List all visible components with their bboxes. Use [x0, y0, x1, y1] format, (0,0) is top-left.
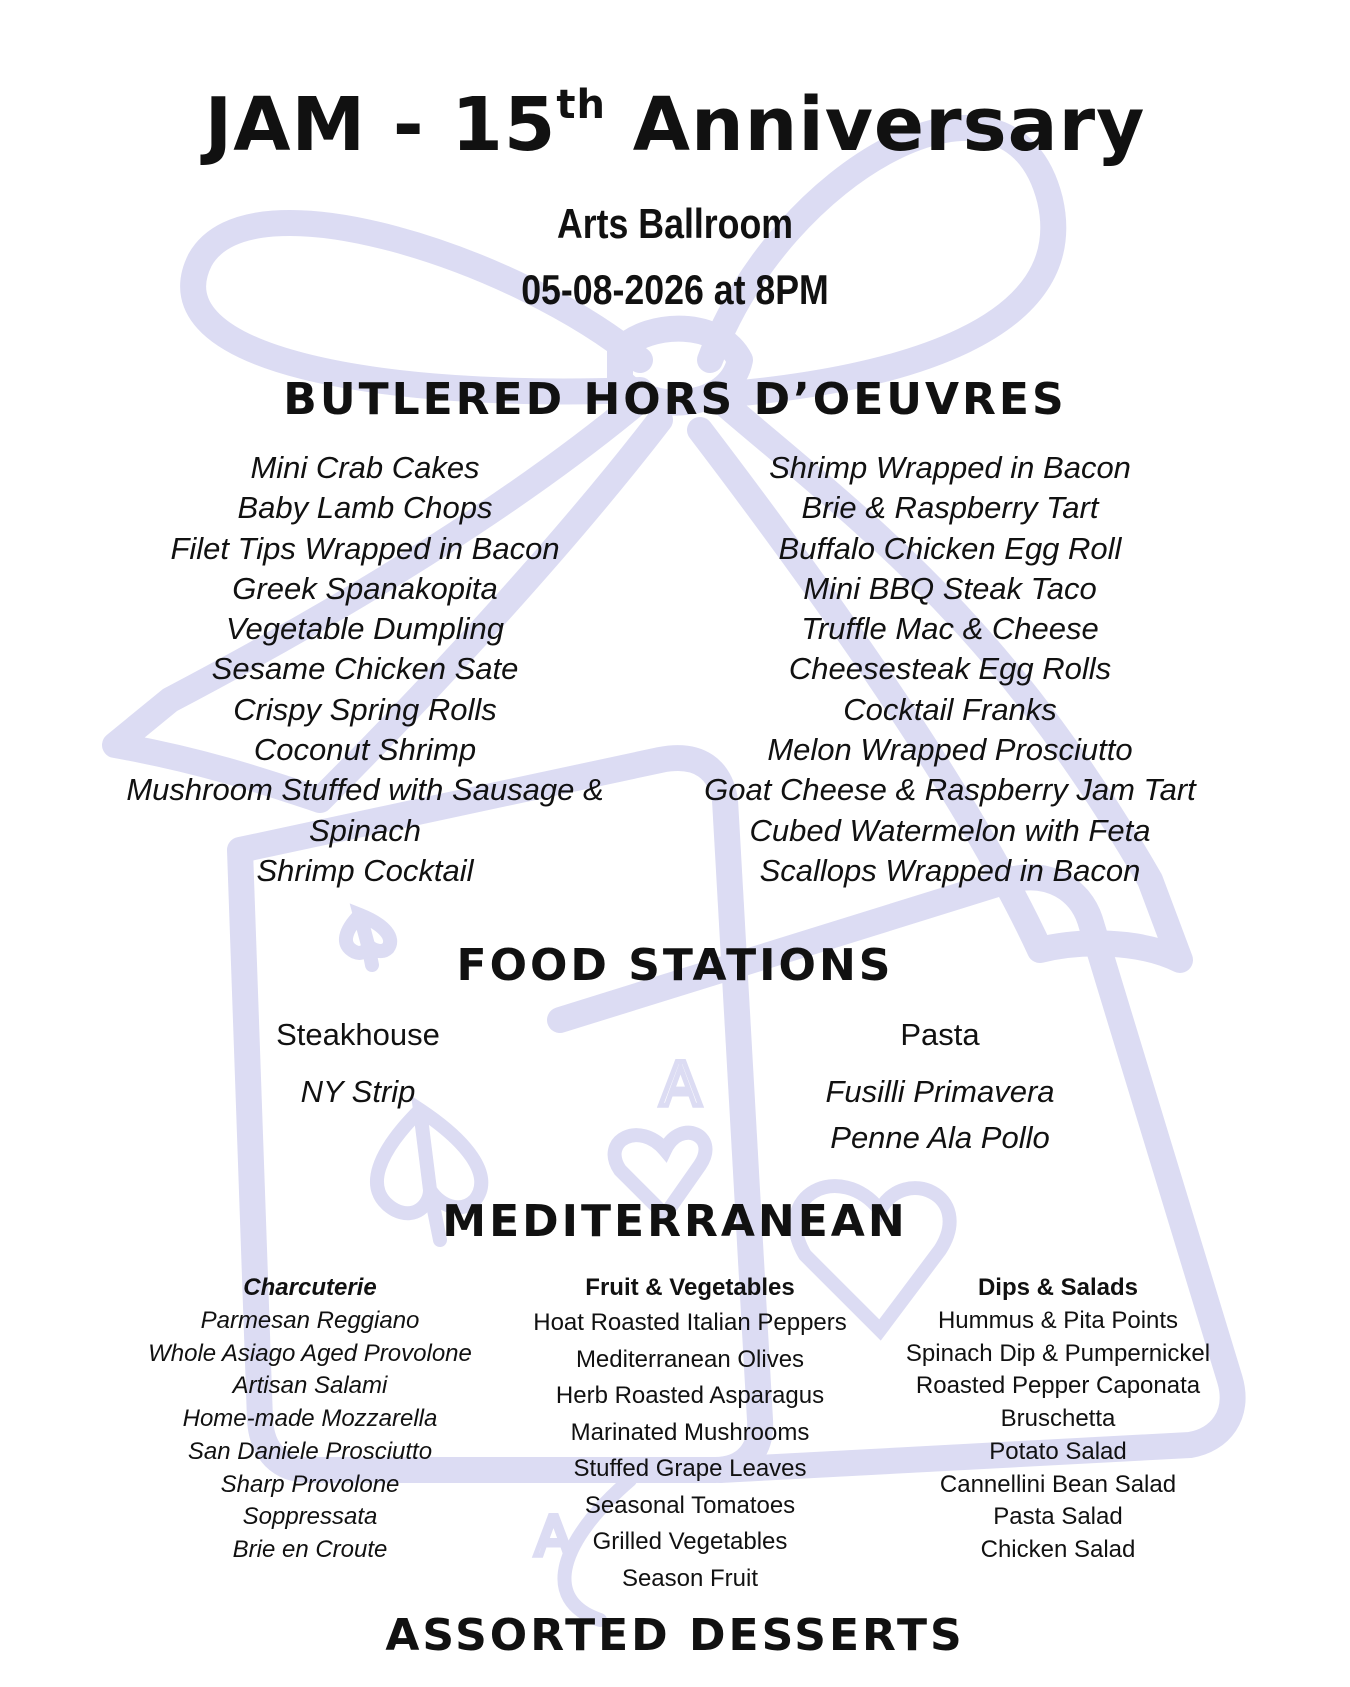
food-stations-heading: FOOD STATIONS — [456, 940, 894, 991]
menu-item: Seasonal Tomatoes — [584, 1491, 796, 1519]
desserts-heading: ASSORTED DESSERTS — [385, 1610, 965, 1661]
venue-name: Arts Ballroom — [556, 200, 794, 247]
column-heading: Dips & Salads — [977, 1274, 1139, 1301]
menu-item: Stuffed Grape Leaves — [573, 1455, 807, 1482]
menu-item: Hummus & Pita Points — [937, 1307, 1179, 1334]
page-title — [0, 82, 1350, 168]
menu-item: Artisan Salami — [232, 1372, 388, 1400]
menu-item: Cannellini Bean Salad — [939, 1470, 1177, 1498]
menu-item: San Daniele Prosciutto — [187, 1437, 433, 1465]
menu-item: Soppressata — [242, 1503, 378, 1531]
dips-salads-column — [868, 1271, 1248, 1567]
menu-item: Chicken Salad — [980, 1535, 1136, 1563]
menu-item: Coconut Shrimp — [253, 732, 477, 768]
menu-item: Mediterranean Olives — [575, 1345, 805, 1373]
title-main: JAM - 15 — [204, 82, 557, 168]
menu-item: Potato Salad — [989, 1437, 1127, 1465]
title-rest: Anniversary — [605, 82, 1146, 168]
menu-item: Mini Crab Cakes — [250, 450, 480, 485]
menu-item: Season Fruit — [621, 1564, 759, 1592]
menu-item: Mini BBQ Steak Taco — [803, 570, 1097, 606]
butlered-right-column — [670, 448, 1230, 891]
station-pasta — [740, 1015, 1140, 1161]
station-items — [740, 1069, 1140, 1161]
station-steakhouse — [158, 1015, 558, 1115]
menu-item: Herb Roasted Asparagus — [555, 1382, 825, 1409]
butlered-heading: BUTLERED HORS D’OEUVRES — [283, 374, 1067, 425]
menu-item: Baby Lamb Chops — [237, 490, 493, 526]
station-item: NY Strip — [300, 1074, 416, 1109]
mediterranean-heading: MEDITERRANEAN — [442, 1196, 908, 1247]
menu-item: Shrimp Cocktail — [256, 852, 474, 888]
station-name: Pasta — [900, 1017, 980, 1052]
menu-item: Whole Asiago Aged Provolone — [148, 1339, 472, 1367]
menu-item: Brie & Raspberry Tart — [801, 490, 1099, 526]
station-item: Fusilli Primavera — [825, 1074, 1055, 1109]
menu-item: Greek Spanakopita — [232, 570, 498, 606]
card-letter-1: A — [660, 1050, 702, 1120]
menu-item: Sharp Provolone — [220, 1470, 400, 1498]
menu-item: Brie en Croute — [232, 1535, 388, 1563]
charcuterie-column — [120, 1271, 500, 1567]
menu-item: Truffle Mac & Cheese — [801, 611, 1099, 647]
menu-item: Hoat Roasted Italian Peppers — [533, 1309, 847, 1336]
card-letter-2: A — [535, 1505, 572, 1568]
column-heading: Fruit & Vegetables — [585, 1274, 795, 1301]
menu-item: Buffalo Chicken Egg Roll — [778, 530, 1122, 566]
event-datetime: 05-08-2026 at 8PM — [521, 266, 829, 313]
fruit-vegetables-column — [500, 1271, 880, 1597]
title-superscript: th — [556, 82, 606, 129]
menu-item: Shrimp Wrapped in Bacon — [769, 450, 1131, 485]
menu-item: Bruschetta — [1000, 1405, 1116, 1433]
menu-item: Cocktail Franks — [843, 691, 1057, 727]
menu-item: Melon Wrapped Prosciutto — [767, 732, 1133, 768]
column-heading: Charcuterie — [243, 1274, 377, 1301]
butlered-left-column — [95, 448, 635, 891]
menu-item: Filet Tips Wrapped in Bacon — [170, 530, 560, 566]
station-items — [158, 1069, 558, 1115]
station-name: Steakhouse — [276, 1017, 440, 1052]
menu-item: Goat Cheese & Raspberry Jam Tart — [704, 772, 1196, 808]
menu-item: Roasted Pepper Caponata — [915, 1372, 1201, 1400]
menu-item: Home-made Mozzarella — [182, 1405, 438, 1433]
menu-item: Vegetable Dumpling — [225, 611, 505, 647]
menu-item: Mushroom Stuffed with Sausage & — [126, 772, 604, 808]
station-item: Penne Ala Pollo — [830, 1120, 1050, 1155]
menu-item: Spinach — [308, 812, 422, 848]
menu-item: Spinach Dip & Pumpernickel — [905, 1339, 1211, 1367]
menu-item: Grilled Vegetables — [592, 1528, 788, 1555]
menu-item: Parmesan Reggiano — [200, 1307, 420, 1334]
menu-item: Pasta Salad — [993, 1503, 1123, 1531]
menu-item: Sesame Chicken Sate — [211, 651, 519, 687]
menu-item: Scallops Wrapped in Bacon — [759, 852, 1141, 888]
menu-item: Cheesesteak Egg Rolls — [788, 651, 1112, 687]
menu-item: Crispy Spring Rolls — [233, 691, 497, 727]
menu-item: Marinated Mushrooms — [570, 1418, 810, 1446]
menu-item: Cubed Watermelon with Feta — [749, 812, 1151, 848]
